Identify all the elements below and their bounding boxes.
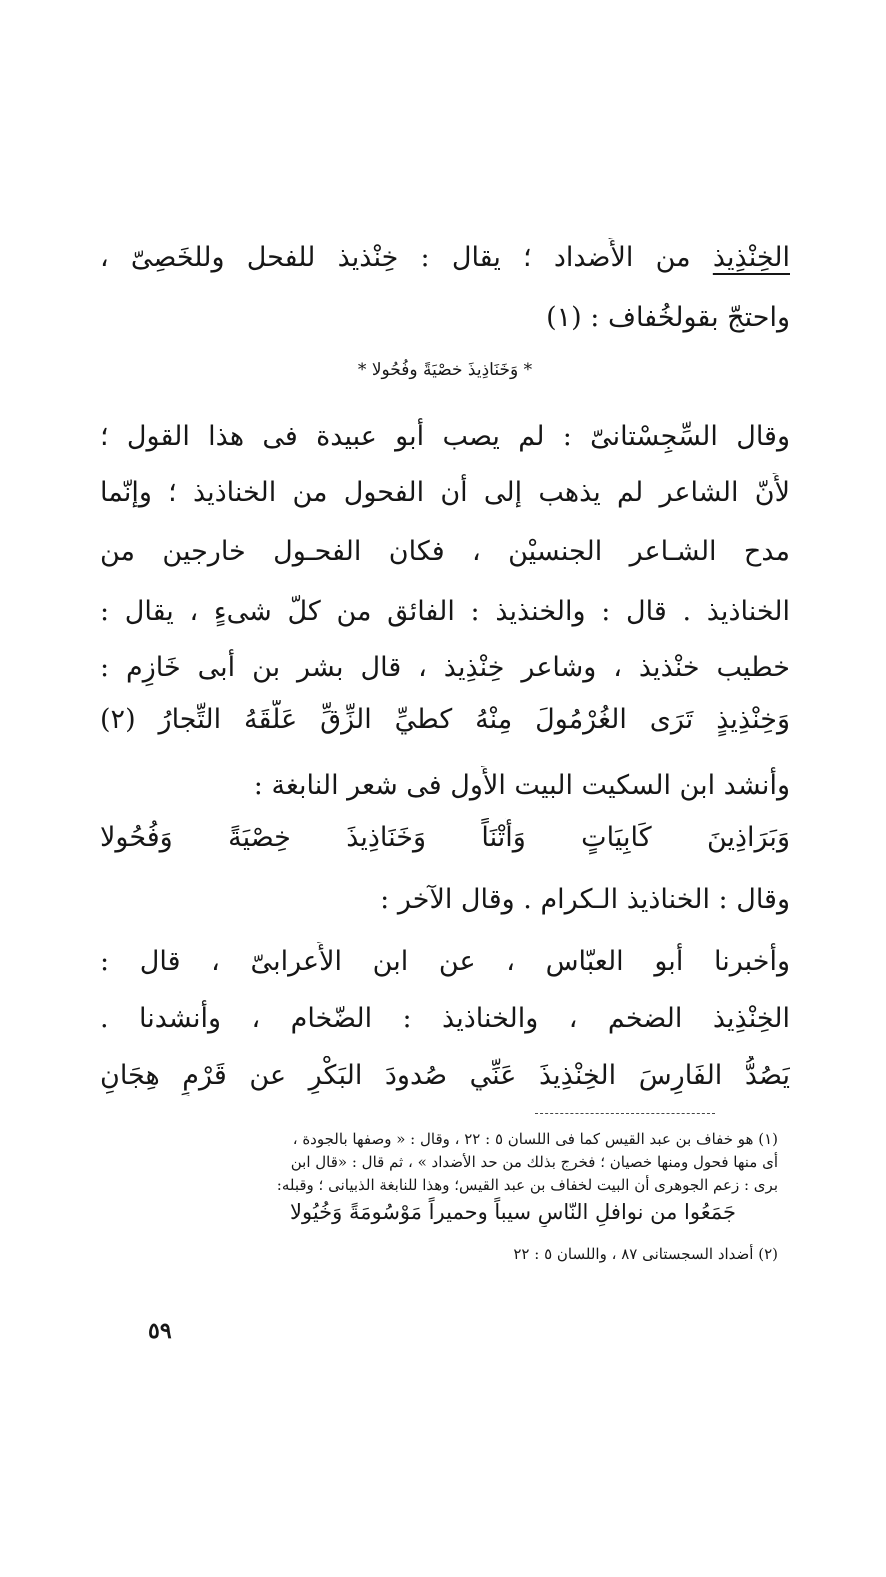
text-line-1-rest: من الأَضداد ؛ يقال : خِنْذيذ للفحل وللخَصِىّ ، xyxy=(100,242,691,273)
page-number: ٥٩ xyxy=(148,1318,172,1344)
text-line-12: وقال : الخناذيذ الـكرام . وقال الآخر : xyxy=(380,884,790,915)
text-line-4: وقال السِّجِسْتانىّ : لم يصب أَبو عبيدة فى هذا القول ؛ xyxy=(100,421,790,452)
footnote-1-line-3: برى : زعم الجوهرى أن البيت لخفاف بن عبد القيس؛ وهذا للنابغة الذبيانى ؛ وقبله: xyxy=(276,1176,778,1194)
headword: الخِنْذِيذ xyxy=(712,242,790,273)
text-line-6: مدح الشـاعر الجنسيْن ، فكان الفحـول خارجين من xyxy=(100,536,790,567)
text-line-1 xyxy=(100,238,790,278)
footnote-1-line-1: (١) هو خفاف بن عبد القيس كما فى اللسان ٥ : ٢٢ ، وقال : « وصفها بالجودة ، xyxy=(292,1130,778,1148)
text-line-2: واحتجّ بقولخُفاف : (١) xyxy=(546,302,790,333)
verse-line-final: يَصُدُّ الفَارِسَ الخِنْذِيذَ عَنِّي صُدودَ البَكْرِ عن قَرْمٍ هِجَانِ xyxy=(100,1060,790,1091)
text-line-8: خطيب خنْذيذ ، وشاعر خِنْذِيذ ، قال بشر بن أَبى خَازِم : xyxy=(100,652,790,683)
text-line-7: الخناذيذ . قال : والخنذيذ : الفائق من كلّ شىءٍ ، يقال : xyxy=(100,596,790,627)
footnote-separator xyxy=(535,1113,715,1114)
text-line-10: وأَنشد ابن السكيت البيت الأَول فى شعر النابغة : xyxy=(253,770,790,801)
verse-line-bishr: وَخِنْذِيذٍ تَرَى الغُرْمُولَ مِنْهُ كطيِّ الزِّقِّ عَلَّقَهُ التِّجارُ (٢) xyxy=(100,704,790,735)
text-line-13: وأَخبرنا أَبو العبّاس ، عن ابن الأَعرابىّ ، قال : xyxy=(100,946,790,977)
text-line-14: الخِنْذِيذ الضخم ، والخناذيذ : الضّخام ، وأَنشدنا . xyxy=(100,1003,790,1034)
verse-half-line: * وَخَنَاذِيذَ خصْيَةً وفُحُولا * xyxy=(357,360,533,380)
verse-line-nabigha: وَبَرَاذِينَ كَابِيَاتٍ وَأُتْنَاً وَخَنَاذِيذَ خِصْيَةً وَفُحُولا xyxy=(100,822,790,853)
footnote-1-line-2: أى منها فحول ومنها خصيان ؛ فخرج بذلك من حد الأضداد » ، ثم قال : «قال ابن xyxy=(290,1153,778,1171)
text-line-5: لأَنّ الشاعر لم يذهب إلى أَن الفحول من الخناذيذ ؛ وإنّما xyxy=(100,477,790,508)
footnote-1-verse: جَمَعُوا من نوافلِ النّاسِ سيباً وحميراً مَوْسُومَةً وَخُيُولا xyxy=(290,1200,736,1224)
footnote-2: (٢) أضداد السجستانى ٨٧ ، واللسان ٥ : ٢٢ xyxy=(513,1245,778,1263)
